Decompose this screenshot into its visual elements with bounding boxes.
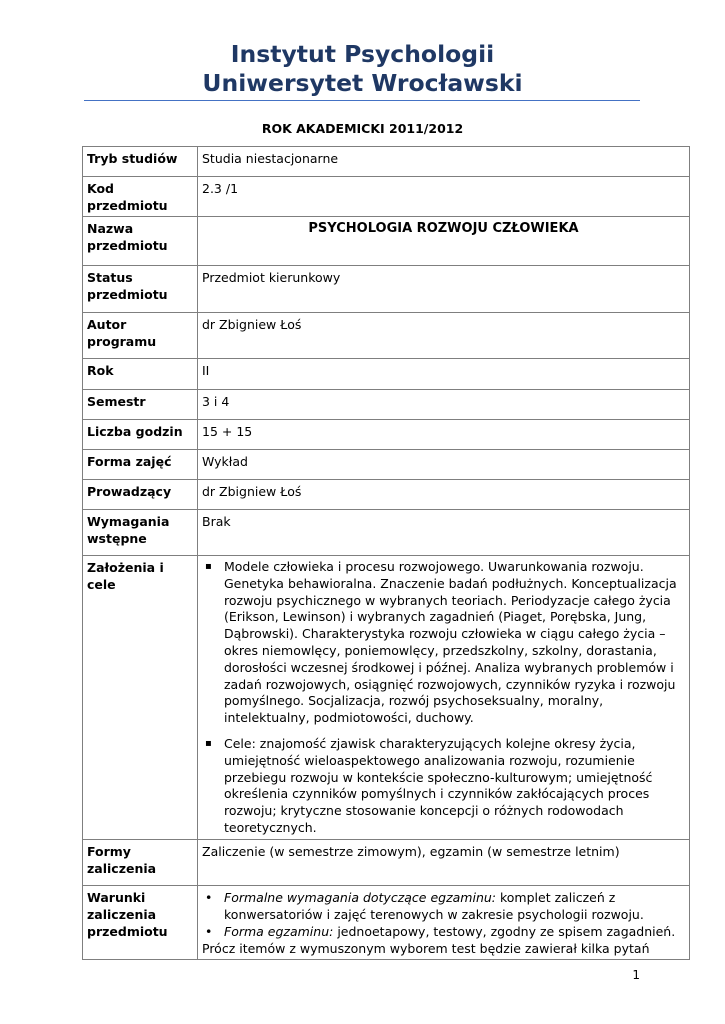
row-prowadzacy: [83, 480, 690, 510]
header-divider: [84, 100, 640, 101]
label-godziny: Liczba godzin: [83, 420, 198, 450]
university-title: Uniwersytet Wrocławski: [202, 69, 523, 97]
course-info-table: [82, 146, 690, 960]
label-wymagania: Wymagania wstępne: [83, 510, 198, 556]
list-item: [202, 559, 685, 727]
label-semestr: Semestr: [83, 390, 198, 420]
goals-item-text: Modele człowieka i procesu rozwojowego. Uwarunkowania rozwoju. Genetyka behawioralna. Znaczenie badań podłużnych. Konceptualizacja rozwoju psychicznego w wybranych teoriach. Periodyzacje całego życia (Erikson, Lewinson) i wybranych zagadnień (Piaget, Porębska, Jung, Dąbrowski). Charakterystyka rozwoju człowieka w ciągu całego życia – okres niemowlęcy, poniemowlęcy, przedszkolny, szkolny, dorastania, dorosłości wczesnej środkowej i późnej. Analiza wybranych problemów i zadań rozwojowych, osiągnięć rozwojowych, czynników ryzyka i rozwoju pomyślnego. Socjalizacja, rozwój psychoseksualny, moralny, intelektualny, podmiotowości, duchowy.: [224, 559, 677, 726]
label-forma: Forma zajęć: [83, 450, 198, 480]
value-forma: Wykład: [198, 450, 690, 480]
row-rok: [83, 359, 690, 390]
value-tryb: Studia niestacjonarne: [198, 147, 690, 177]
value-wymagania: Brak: [198, 510, 690, 556]
row-godziny: [83, 420, 690, 450]
label-rok: Rok: [83, 359, 198, 390]
label-tryb: Tryb studiów: [83, 147, 198, 177]
row-status: [83, 266, 690, 313]
label-status: Status przedmiotu: [83, 266, 198, 313]
page-number: 1: [632, 968, 640, 982]
institute-title: Instytut Psychologii: [230, 40, 495, 68]
row-formy-zaliczenia: [83, 839, 690, 885]
row-nazwa: [83, 217, 690, 266]
list-item: [202, 736, 685, 837]
document-header: [0, 40, 725, 98]
goals-list: [202, 559, 685, 837]
dot-bullet-icon: •: [205, 889, 213, 905]
value-kod: 2.3 /1: [198, 177, 690, 217]
academic-year: ROK AKADEMICKI 2011/2012: [261, 121, 464, 136]
value-warunki: [198, 885, 690, 959]
exam-form-text: jednoetapowy, testowy, zgodny ze spisem zagadnień.: [333, 923, 676, 939]
value-rok: II: [198, 359, 690, 390]
value-formy-zaliczenia: Zaliczenie (w semestrze zimowym), egzamin (w semestrze letnim): [198, 839, 690, 885]
row-warunki: [83, 885, 690, 959]
value-prowadzacy: dr Zbigniew Łoś: [198, 480, 690, 510]
row-tryb: [83, 147, 690, 177]
row-forma: [83, 450, 690, 480]
row-kod: [83, 177, 690, 217]
row-wymagania: [83, 510, 690, 556]
exam-continuation-text: Prócz itemów z wymuszonym wyborem test będzie zawierał kilka pytań: [202, 940, 650, 956]
square-bullet-icon: ▪: [205, 561, 212, 572]
row-zalozenia: [83, 556, 690, 840]
label-formy-zaliczenia: Formy zaliczenia: [83, 839, 198, 885]
value-nazwa: PSYCHOLOGIA ROZWOJU CZŁOWIEKA: [198, 217, 690, 266]
row-semestr: [83, 390, 690, 420]
requirement-text: komplet zaliczeń z konwersatoriów i zajęć terenowych w zakresie psychologii rozwoju.: [224, 889, 644, 922]
value-status: Przedmiot kierunkowy: [198, 266, 690, 313]
list-item: [202, 889, 685, 923]
exam-form-heading: Forma egzaminu:: [224, 923, 334, 939]
label-prowadzacy: Prowadzący: [83, 480, 198, 510]
row-autor: [83, 313, 690, 359]
value-autor: dr Zbigniew Łoś: [198, 313, 690, 359]
label-autor: Autor programu: [83, 313, 198, 359]
label-warunki: Warunki zaliczenia przedmiotu: [83, 885, 198, 959]
dot-bullet-icon: •: [205, 923, 213, 939]
label-nazwa: Nazwa przedmiotu: [83, 217, 198, 266]
label-zalozenia: Założenia i cele: [83, 556, 198, 840]
value-semestr: 3 i 4: [198, 390, 690, 420]
goals-item-text: Cele: znajomość zjawisk charakteryzujących kolejne okresy życia, umiejętność wieloaspektowego analizowania rozwoju, rozumienie przebiegu rozwoju w kontekście społeczno-kulturowym; umiejętność określenia czynników pomyślnych i czynników zakłócających proces rozwoju; krytyczne stosowanie koncepcji o różnych rodowodach teoretycznych.: [224, 735, 653, 835]
label-kod: Kod przedmiotu: [83, 177, 198, 217]
value-godziny: 15 + 15: [198, 420, 690, 450]
square-bullet-icon: ▪: [205, 737, 212, 749]
requirement-heading: Formalne wymagania dotyczące egzaminu:: [224, 889, 497, 905]
value-zalozenia: [198, 556, 690, 840]
list-item: [202, 923, 685, 940]
